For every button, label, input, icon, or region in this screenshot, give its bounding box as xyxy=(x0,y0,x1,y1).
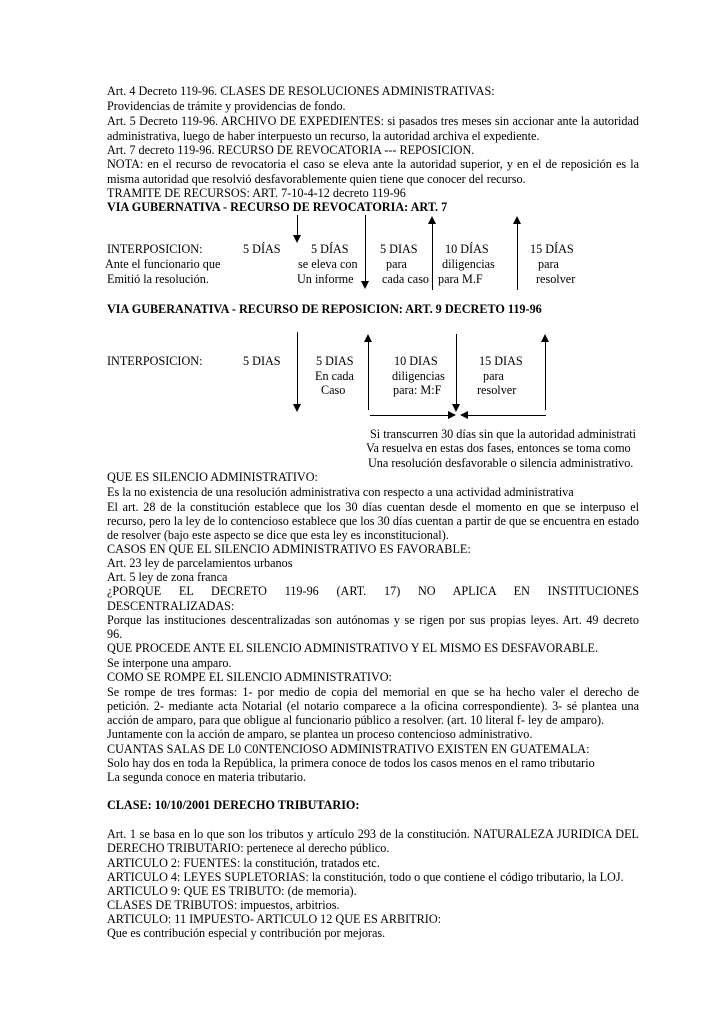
intro-line-8: TRAMITE DE RECURSOS: ART. 7-10-4-12 decreto 119-96 xyxy=(107,186,406,200)
silencio-line-15: COMO SE ROMPE EL SILENCIO ADMINISTRATIVO: xyxy=(107,670,392,684)
rev-arrow-3-shaft xyxy=(432,218,433,290)
rev-arrow-2-shaft xyxy=(365,215,366,287)
silencio-line-6: CASOS EN QUE EL SILENCIO ADMINISTRATIVO ES FAVORABLE: xyxy=(107,542,471,556)
rep-note-line-1: Si transcurren 30 días sin que la autoridad administrati xyxy=(370,427,637,441)
intro-line-5: Art. 7 decreto 119-96. RECURSO DE REVOCATORIA --- REPOSICION. xyxy=(107,143,475,157)
silencio-line-10: DESCENTRALIZADAS: xyxy=(107,599,235,613)
rep-col1: 5 DIAS xyxy=(243,354,281,368)
rev-col4-line3: para M.F xyxy=(438,272,483,286)
rev-col4-days: 10 DÍAS xyxy=(445,242,489,256)
tributario-line-7: ARTICULO: 11 IMPUESTO- ARTICULO 12 QUE ES ARBITRIO: xyxy=(107,912,442,926)
silencio-line-4: recurso, pero la ley de lo contencioso establece que los 30 días cuentan a partir de que se encuentra en estado xyxy=(107,514,639,528)
rep-col3-days: 10 DIAS xyxy=(394,354,438,368)
rep-col2-line3: Caso xyxy=(321,383,346,397)
rep-col4-days: 15 DIAS xyxy=(479,354,523,368)
rep-arrow-2-head xyxy=(364,334,372,342)
rev-arrow-4-head xyxy=(513,216,521,224)
rev-interposicion: INTERPOSICION: xyxy=(107,242,203,256)
intro-line-6: NOTA: en el recurso de revocatoria el caso se eleva ante la autoridad superior, y en el de reposición es la xyxy=(107,157,639,171)
silencio-line-3: El art. 28 de la constitución establece que los 30 días cuentan desde el momento en que se interpuso el xyxy=(107,500,639,514)
rep-col2-line2: En cada xyxy=(315,369,354,383)
reposicion-heading: VIA GUBERANATIVA - RECURSO DE REPOSICION: ART. 9 DECRETO 119-96 xyxy=(107,302,542,316)
rev-col5-line3: resolver xyxy=(536,272,576,286)
rep-col3-line3: para: M:F xyxy=(393,383,442,397)
intro-line-4: administrativa, luego de haber interpuesto un recurso, la autoridad archiva el expediente. xyxy=(107,129,540,143)
intro-line-1: Art. 4 Decreto 119-96. CLASES DE RESOLUCIONES ADMINISTRATIVAS: xyxy=(107,84,495,98)
rep-arrow-4-shaft xyxy=(545,336,546,410)
tributario-line-8: Que es contribución especial y contribución por mejoras. xyxy=(107,926,386,940)
rev-arrow-1-head xyxy=(293,235,301,243)
silencio-line-1: QUE ES SILENCIO ADMINISTRATIVO: xyxy=(107,470,318,484)
rev-col1: 5 DÍAS xyxy=(243,242,281,256)
rev-col2-days: 5 DÍAS xyxy=(311,242,349,256)
tributario-line-2: DERECHO TRIBUTARIO: pertenece al derecho público. xyxy=(107,841,390,855)
rev-arrow-4-shaft xyxy=(517,218,518,290)
rep-col3-line2: diligencias xyxy=(392,369,445,383)
rev-arrow-2-head xyxy=(361,281,369,289)
rev-col4-line2: diligencias xyxy=(442,257,495,271)
silencio-line-14: Se interpone una amparo. xyxy=(107,656,232,670)
silencio-line-9: ¿PORQUE EL DECRETO 119-96 (ART. 17) NO APLICA EN INSTITUCIONES xyxy=(107,584,639,598)
rev-arrow-3-head xyxy=(428,216,436,224)
rev-col5-line2: para xyxy=(538,257,559,271)
revocatoria-heading: VIA GUBERNATIVA - RECURSO DE REVOCATORIA: ART. 7 xyxy=(107,200,448,214)
rev-col2-line2: se eleva con xyxy=(298,257,358,271)
silencio-line-5: de resolver (bajo este aspecto se dice que esta ley es inconstitucional). xyxy=(107,528,449,542)
silencio-line-11: Porque las instituciones descentralizadas son autónomas y se rigen por sus propias leyes. Art. 49 decreto xyxy=(107,613,639,627)
tributario-line-4: ARTICULO 4: LEYES SUPLETORIAS: la constitución, todo o que contiene el código tributario, la LOJ. xyxy=(107,870,624,884)
silencio-line-17: petición. 2- mediante acta Notarial (el notario comparece a la oficina correspondiente). 3- sé plantea una xyxy=(107,699,639,713)
silencio-line-19: Juntamente con la acción de amparo, se plantea un proceso contencioso administrativo. xyxy=(107,727,533,741)
rev-col2-line3: Un informe xyxy=(297,272,354,286)
clase-heading: CLASE: 10/10/2001 DERECHO TRIBUTARIO: xyxy=(107,798,360,812)
rep-arrow-1-head xyxy=(293,404,301,412)
rep-arrow-1-shaft xyxy=(297,332,298,410)
tributario-line-3: ARTICULO 2: FUENTES: la constitución, tratados etc. xyxy=(107,856,380,870)
rep-note-line-2: Va resuelva en estas dos fases, entonces se toma como xyxy=(366,441,631,455)
tributario-line-6: CLASES DE TRIBUTOS: impuestos, arbitrios. xyxy=(107,898,340,912)
intro-line-3: Art. 5 Decreto 119-96. ARCHIVO DE EXPEDIENTES: si pasados tres meses sin accionar ante la autoridad xyxy=(107,114,639,128)
rev-ante: Ante el funcionario que xyxy=(105,257,221,271)
tributario-line-5: ARTICULO 9: QUE ES TRIBUTO: (de memoria). xyxy=(107,884,357,898)
rep-span-left-shaft xyxy=(370,415,450,416)
rep-col4-line2: para xyxy=(483,369,504,383)
silencio-line-21: Solo hay dos en toda la República, la primera conoce de todos los casos menos en el ramo tributario xyxy=(107,756,595,770)
silencio-line-16: Se rompe de tres formas: 1- por medio de copia del memorial en que se ha hecho valer el derecho de xyxy=(107,685,639,699)
silencio-line-13: QUE PROCEDE ANTE EL SILENCIO ADMINISTRATIVO Y EL MISMO ES DESFAVORABLE. xyxy=(107,641,598,655)
tributario-line-1: Art. 1 se basa en lo que son los tributos y artículo 293 de la constitución. NATURALEZA JURIDICA DEL xyxy=(107,827,639,841)
silencio-line-18: acción de amparo, para que obligue al funcionario público a resolver. (art. 10 literal f- ley de amparo). xyxy=(107,713,605,727)
rev-col3-line2: para xyxy=(386,257,407,271)
rev-col3-days: 5 DIAS xyxy=(380,242,418,256)
rep-interposicion: INTERPOSICION: xyxy=(107,354,203,368)
rev-col5-days: 15 DÍAS xyxy=(530,242,574,256)
rep-col4-line3: resolver xyxy=(477,383,517,397)
rep-arrow-3-shaft xyxy=(456,334,457,410)
silencio-line-8: Art. 5 ley de zona franca xyxy=(107,570,228,584)
rep-arrow-2-shaft xyxy=(368,336,369,410)
silencio-line-12: 96. xyxy=(107,627,123,641)
rep-span-right-head xyxy=(460,411,468,419)
silencio-line-22: La segunda conoce en materia tributario. xyxy=(107,770,306,784)
intro-line-7: misma autoridad que resolvió desfavorablemente quien tiene que conocer del recurso. xyxy=(107,172,526,186)
rep-arrow-4-head xyxy=(541,334,549,342)
silencio-line-20: CUANTAS SALAS DE L0 C0NTENCIOSO ADMINISTRATIVO EXISTEN EN GUATEMALA: xyxy=(107,742,590,756)
silencio-line-2: Es la no existencia de una resolución administrativa con respecto a una actividad administrativa xyxy=(107,485,574,499)
rep-span-left-head xyxy=(448,411,456,419)
rep-col2-days: 5 DIAS xyxy=(316,354,354,368)
rep-note-line-3: Una resolución desfavorable o silencia administrativo. xyxy=(368,456,634,470)
rev-emitio: Emitió la resolución. xyxy=(107,272,209,286)
silencio-line-7: Art. 23 ley de parcelamientos urbanos xyxy=(107,556,293,570)
rev-col3-line3: cada caso xyxy=(382,272,430,286)
rep-span-right-shaft xyxy=(466,415,546,416)
intro-line-2: Providencias de trámite y providencias de fondo. xyxy=(107,99,346,113)
